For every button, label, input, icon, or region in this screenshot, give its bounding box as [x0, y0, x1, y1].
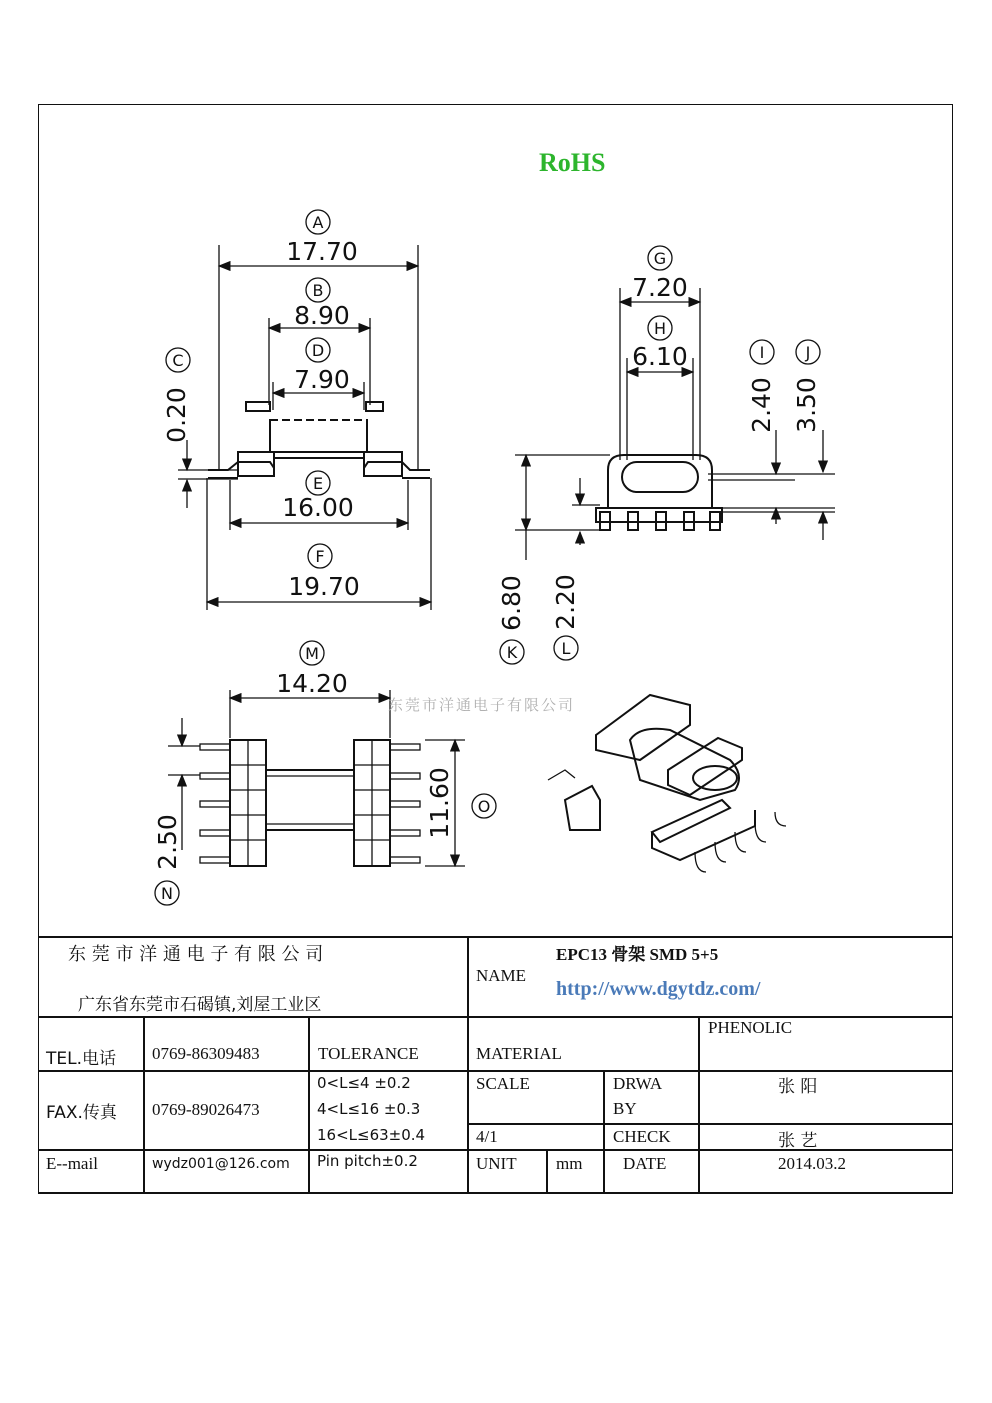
front-view: [178, 245, 431, 610]
dim-O-letter: O: [477, 797, 491, 816]
check-label: CHECK: [613, 1127, 671, 1146]
website-link[interactable]: http://www.dgytdz.com/: [556, 978, 761, 1000]
dim-M-value: 14.20: [276, 669, 348, 698]
checked-by-value: 张 艺: [778, 1131, 818, 1151]
dim-G-value: 7.20: [632, 273, 688, 302]
dim-H-value: 6.10: [632, 342, 688, 371]
material-value: PHENOLIC: [708, 1018, 793, 1037]
rohs-mark: RoHS: [539, 148, 606, 177]
dim-E-value: 16.00: [282, 493, 354, 522]
dim-L-letter: L: [561, 639, 571, 658]
isometric-view: [548, 695, 786, 872]
dim-A-letter: A: [312, 213, 324, 232]
dim-E-letter: E: [312, 474, 324, 493]
dim-N-value: 2.50: [153, 814, 182, 870]
dim-F-letter: F: [315, 547, 325, 566]
tel-label: TEL.电话: [46, 1049, 117, 1069]
dim-I-letter: I: [759, 343, 765, 362]
dim-H-letter: H: [653, 319, 667, 338]
dim-O-value: 11.60: [425, 767, 454, 839]
dim-F-value: 19.70: [288, 572, 360, 601]
company-name: 东 莞 市 洋 通 电 子 有 限 公 司: [68, 944, 324, 965]
dim-D-letter: D: [311, 341, 325, 360]
material-label: MATERIAL: [476, 1044, 562, 1063]
name-label: NAME: [476, 966, 527, 985]
side-view: [515, 288, 835, 560]
dim-L-value: 2.20: [551, 574, 580, 630]
dim-N-letter: N: [161, 884, 173, 903]
email-label: E--mail: [46, 1154, 98, 1173]
dim-J-letter: J: [805, 343, 811, 362]
scale-value: 4/1: [476, 1127, 498, 1146]
dim-G-letter: G: [653, 249, 667, 268]
date-label: DATE: [623, 1154, 667, 1173]
unit-label: UNIT: [476, 1154, 517, 1173]
dim-C-value: 0.20: [162, 387, 191, 443]
date-value: 2014.03.2: [778, 1154, 846, 1173]
dim-K-letter: K: [506, 643, 518, 662]
tolerance-row-1: 0<L≤4 ±0.2: [317, 1074, 411, 1092]
tolerance-row-4: Pin pitch±0.2: [317, 1152, 418, 1170]
dim-B-value: 8.90: [294, 301, 350, 330]
dim-D-value: 7.90: [294, 365, 350, 394]
email-value[interactable]: wydz001@126.com: [152, 1156, 290, 1172]
dim-B-letter: B: [312, 281, 324, 300]
unit-value: mm: [556, 1154, 583, 1173]
dim-K-value: 6.80: [497, 575, 526, 631]
scale-label: SCALE: [476, 1074, 530, 1093]
watermark: 东莞市洋通电子有限公司: [388, 696, 576, 714]
tolerance-row-3: 16<L≤63±0.4: [317, 1126, 426, 1144]
drawn-by-label-1: DRWA: [613, 1074, 663, 1093]
tolerance-row-2: 4<L≤16 ±0.3: [317, 1100, 421, 1118]
company-address: 广东省东莞市石碣镇,刘屋工业区: [78, 995, 322, 1015]
dim-M-letter: M: [305, 644, 319, 663]
dim-I-value: 2.40: [747, 377, 776, 433]
part-name: EPC13 骨架 SMD 5+5: [556, 945, 719, 964]
dim-A-value: 17.70: [286, 237, 358, 266]
dim-C-letter: C: [172, 351, 184, 370]
dim-J-value: 3.50: [792, 377, 821, 433]
bottom-pins: [200, 744, 420, 863]
fax-label: FAX.传真: [46, 1103, 117, 1123]
drawn-by-value: 张 阳: [778, 1077, 818, 1097]
bottom-view: [168, 690, 465, 866]
drawn-by-label-2: BY: [613, 1099, 637, 1118]
tel-value: 0769-86309483: [152, 1044, 260, 1063]
fax-value: 0769-89026473: [152, 1100, 260, 1119]
tolerance-label: TOLERANCE: [318, 1044, 419, 1063]
title-block: [38, 936, 953, 1194]
